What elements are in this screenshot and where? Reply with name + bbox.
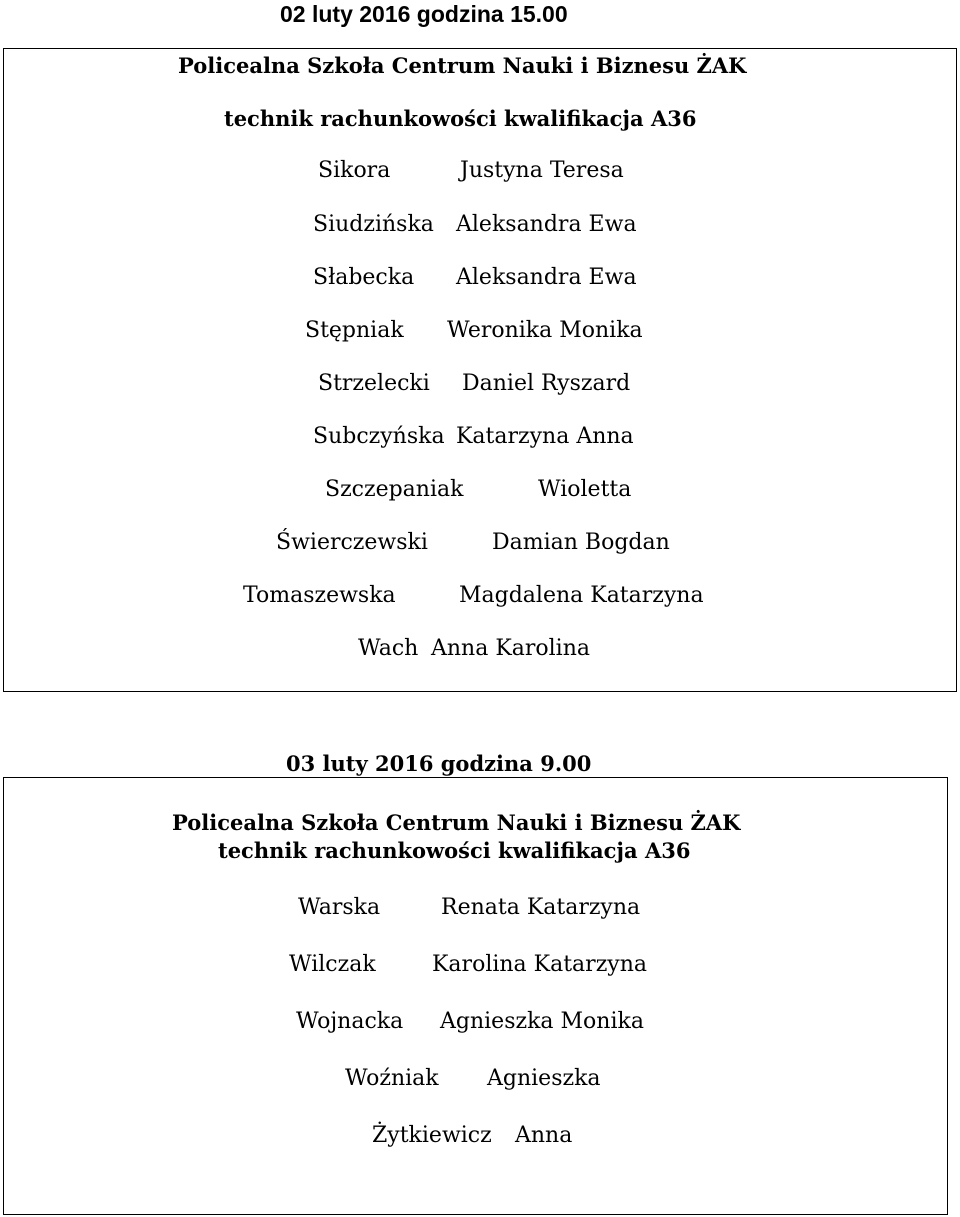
student-surname: Szczepaniak [325, 477, 464, 502]
section1-date: 02 luty 2016 godzina 15.00 [280, 1, 568, 27]
student-names: Katarzyna Anna [456, 424, 634, 449]
student-surname: Tomaszewska [243, 583, 396, 608]
section2-school: Policealna Szkoła Centrum Nauki i Biznesu ŻAK [172, 810, 741, 835]
student-names: Karolina Katarzyna [432, 952, 647, 977]
student-names: Renata Katarzyna [441, 895, 641, 920]
student-names: Justyna Teresa [460, 158, 624, 183]
student-surname: Woźniak [345, 1066, 439, 1091]
student-names: Daniel Ryszard [462, 371, 631, 396]
student-names: Agnieszka [487, 1066, 601, 1091]
student-names: Wioletta [538, 477, 632, 502]
student-surname: Żytkiewicz [372, 1123, 492, 1148]
student-surname: Świerczewski [276, 530, 428, 555]
student-names: Damian Bogdan [492, 530, 670, 555]
student-names: Anna [515, 1123, 573, 1148]
student-names: Agnieszka Monika [440, 1009, 644, 1034]
student-surname: Warska [298, 895, 381, 920]
student-names: Weronika Monika [447, 318, 643, 343]
student-surname: Stępniak [305, 318, 404, 343]
student-surname: Sikora [318, 158, 391, 183]
section2-program: technik rachunkowości kwalifikacja A36 [218, 838, 691, 863]
student-surname: Wojnacka [296, 1009, 404, 1034]
student-names: Aleksandra Ewa [456, 212, 637, 237]
student-surname: Strzelecki [318, 371, 430, 396]
student-surname: Słabecka [313, 265, 415, 290]
student-surname: Siudzińska [313, 212, 434, 237]
student-surname: Wilczak [289, 952, 376, 977]
section2-date: 03 luty 2016 godzina 9.00 [286, 751, 592, 776]
student-surname: Wach [358, 636, 419, 661]
student-names: Magdalena Katarzyna [459, 583, 704, 608]
student-names: Aleksandra Ewa [456, 265, 637, 290]
section1-program: technik rachunkowości kwalifikacja A36 [224, 106, 697, 131]
student-surname: Subczyńska [313, 424, 445, 449]
student-names: Anna Karolina [431, 636, 591, 661]
section1-school: Policealna Szkoła Centrum Nauki i Biznesu ŻAK [178, 53, 747, 78]
